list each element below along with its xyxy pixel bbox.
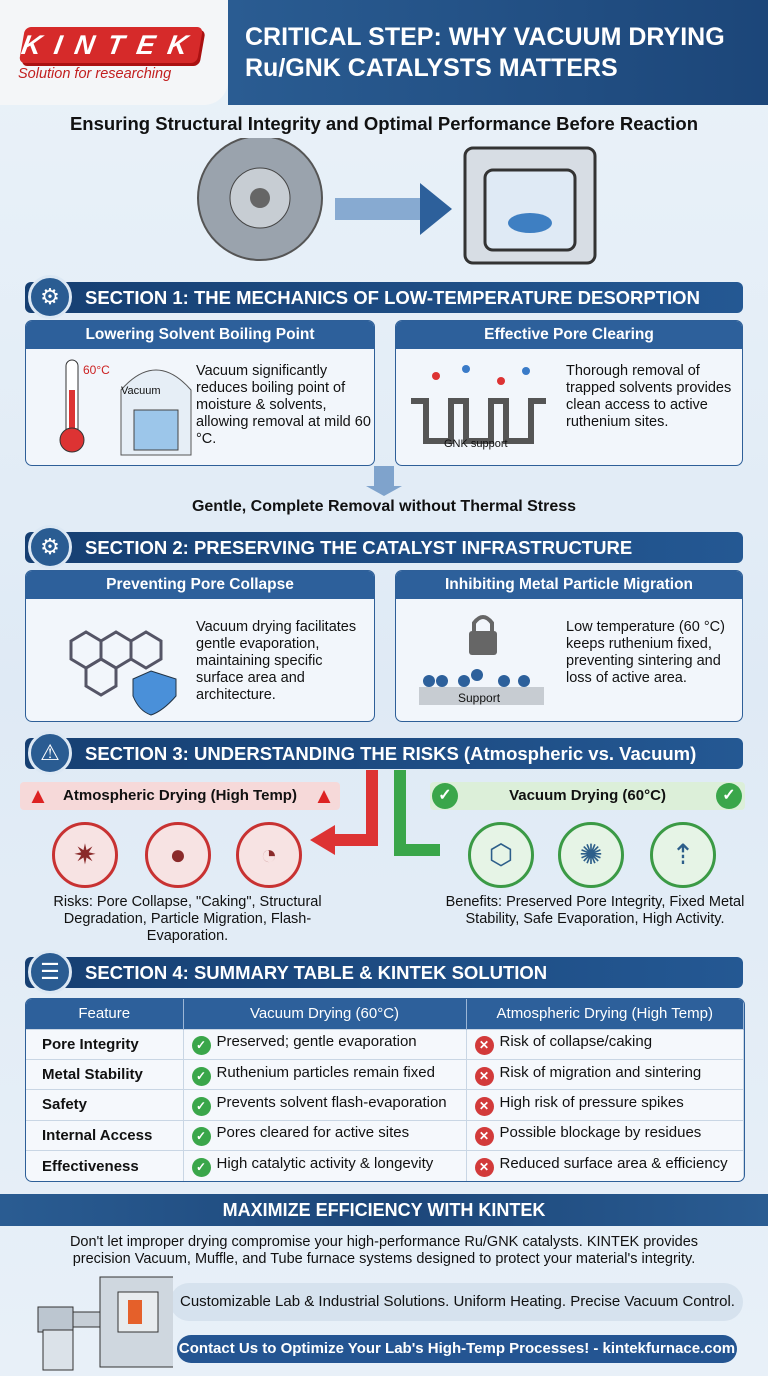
arrow-down-icon xyxy=(374,466,394,488)
footer-line-2: precision Vacuum, Muffle, and Tube furnace systems designed to protect your material's integrity. xyxy=(72,1251,696,1267)
table-row xyxy=(26,1059,744,1089)
atmospheric-value: High risk of pressure spikes xyxy=(499,1093,684,1111)
comparison-arrows xyxy=(300,770,440,865)
kintek-logo[interactable]: KINTEK xyxy=(19,27,203,63)
pressure-gauge-icon: ◔ xyxy=(236,822,302,888)
column-header: Atmospheric Drying (High Temp) xyxy=(466,999,744,1029)
feature-cell: Pore Integrity xyxy=(26,1029,183,1059)
contact-us-button[interactable]: Contact Us to Optimize Your Lab's High-Temp Processes! - kintekfurnace.com xyxy=(177,1335,737,1363)
features-banner: Customizable Lab & Industrial Solutions. Uniform Heating. Precise Vacuum Control. xyxy=(170,1283,743,1321)
table-row xyxy=(26,1120,744,1150)
x-icon: ✕ xyxy=(475,1067,494,1086)
subtitle: Ensuring Structural Integrity and Optimal Performance Before Reaction xyxy=(69,113,699,134)
card-title: Lowering Solvent Boiling Point xyxy=(26,321,374,349)
footer-title: MAXIMIZE EFFICIENCY WITH KINTEK xyxy=(0,1194,768,1226)
hexagon-lattice-shield-icon xyxy=(51,611,191,716)
temp-label: 60°C xyxy=(83,363,110,377)
intact-pore-icon: ⬡ xyxy=(468,822,534,888)
card-text: Thorough removal of trapped solvents provides clean access to active ruthenium sites. xyxy=(566,363,732,430)
gnk-support-label: GNK support xyxy=(444,438,508,450)
warning-icon: ▲ xyxy=(313,783,335,808)
table-header-row xyxy=(26,999,744,1029)
column-header: Vacuum Drying (60°C) xyxy=(183,999,466,1029)
card-pore-clearing xyxy=(395,320,743,466)
title-line-1: CRITICAL STEP: WHY VACUUM DRYING xyxy=(245,23,725,51)
section-3-header: SECTION 3: UNDERSTANDING THE RISKS (Atmospheric vs. Vacuum) xyxy=(25,738,743,769)
card-pore-collapse xyxy=(25,570,375,722)
vacuum-cell xyxy=(183,1120,466,1150)
vacuum-label: Vacuum xyxy=(121,385,161,397)
feature-cell: Safety xyxy=(26,1090,183,1120)
check-icon: ✓ xyxy=(192,1158,211,1177)
atmospheric-value: Risk of collapse/caking xyxy=(499,1033,653,1051)
page-title xyxy=(245,22,725,84)
warning-icon: ⚠ xyxy=(28,731,72,775)
catalyst-sphere-icon xyxy=(198,138,322,260)
arrow-right-icon xyxy=(335,183,452,235)
atmospheric-drying-label: Atmospheric Drying (High Temp) xyxy=(20,782,340,810)
check-icon: ✓ xyxy=(192,1036,211,1055)
feature-cell: Internal Access xyxy=(26,1120,183,1150)
table-row xyxy=(26,1090,744,1120)
transition-text: Gentle, Complete Removal without Thermal Stress xyxy=(191,498,577,515)
vacuum-drying-label: Vacuum Drying (60°C) xyxy=(430,782,745,810)
section-2-header: SECTION 2: PRESERVING THE CATALYST INFRASTRUCTURE xyxy=(25,532,743,563)
arrow-head xyxy=(366,486,402,496)
card-title: Inhibiting Metal Particle Migration xyxy=(396,571,742,599)
x-icon: ✕ xyxy=(475,1158,494,1177)
atmospheric-cell xyxy=(466,1029,744,1059)
x-icon: ✕ xyxy=(475,1127,494,1146)
stable-particles-icon: ⇡ xyxy=(650,822,716,888)
footer-line-1: Don't let improper drying compromise your high-performance Ru/GNK catalysts. KINTEK provides xyxy=(69,1234,699,1250)
vacuum-cell xyxy=(183,1090,466,1120)
vacuum-value: Prevents solvent flash-evaporation xyxy=(216,1093,447,1111)
table-row xyxy=(26,1151,744,1181)
summary-table xyxy=(25,998,745,1182)
section-1-header: SECTION 1: THE MECHANICS OF LOW-TEMPERATURE DESORPTION xyxy=(25,282,743,313)
card-title: Preventing Pore Collapse xyxy=(26,571,374,599)
table-row xyxy=(26,1029,744,1059)
logo-tagline: Solution for researching xyxy=(18,66,172,82)
atmospheric-cell xyxy=(466,1151,744,1181)
card-text: Low temperature (60 °C) keeps ruthenium fixed, preventing sintering and loss of active area. xyxy=(566,619,725,686)
clipboard-icon: ☰ xyxy=(28,950,72,994)
furnace-icon xyxy=(28,1272,173,1372)
gear-icon: ⚙ xyxy=(28,275,72,319)
warning-icon: ▲ xyxy=(27,783,49,808)
hero-illustration xyxy=(190,138,750,273)
vacuum-value: Pores cleared for active sites xyxy=(216,1124,410,1142)
check-icon: ✓ xyxy=(192,1097,211,1116)
thermometer-vacuum-jar-icon xyxy=(36,355,196,460)
check-icon: ✓ xyxy=(192,1127,211,1146)
vacuum-value: Ruthenium particles remain fixed xyxy=(216,1063,435,1081)
particle-clump-icon: ● xyxy=(145,822,211,888)
card-title: Effective Pore Clearing xyxy=(396,321,742,349)
card-text: Vacuum drying facilitates gentle evaporation, maintaining specific surface area and architecture. xyxy=(196,619,357,703)
footer-description xyxy=(0,1234,768,1268)
x-icon: ✕ xyxy=(475,1097,494,1116)
title-line-2: Ru/GNK CATALYSTS MATTERS xyxy=(245,54,618,82)
atmospheric-cell xyxy=(466,1090,744,1120)
feature-cell: Effectiveness xyxy=(26,1151,183,1181)
section-4-header: SECTION 4: SUMMARY TABLE & KINTEK SOLUTION xyxy=(25,957,743,988)
atmospheric-value: Reduced surface area & efficiency xyxy=(499,1155,728,1172)
gear-icon: ⚙ xyxy=(28,525,72,569)
atmospheric-value: Possible blockage by residues xyxy=(499,1124,702,1142)
atmospheric-value: Risk of migration and sintering xyxy=(499,1063,702,1081)
column-header: Feature xyxy=(26,999,183,1029)
support-label: Support xyxy=(458,691,501,705)
x-icon: ✕ xyxy=(475,1036,494,1055)
risks-text: Risks: Pore Collapse, "Caking", Structural Degradation, Particle Migration, Flash-Evaporation. xyxy=(53,894,322,944)
card-metal-migration xyxy=(395,570,743,722)
atmospheric-cell xyxy=(466,1059,744,1089)
vacuum-value: Preserved; gentle evaporation xyxy=(216,1033,417,1051)
vacuum-cell xyxy=(183,1029,466,1059)
vacuum-cell xyxy=(183,1059,466,1089)
vacuum-cell xyxy=(183,1151,466,1181)
check-icon: ✓ xyxy=(192,1067,211,1086)
vacuum-oven-icon xyxy=(465,148,595,263)
vacuum-value: High catalytic activity & longevity xyxy=(216,1155,434,1172)
atmospheric-cell xyxy=(466,1120,744,1150)
dispersed-particles-icon: ✺ xyxy=(558,822,624,888)
check-icon: ✓ xyxy=(716,783,742,809)
card-lowering-boiling-point xyxy=(25,320,375,466)
cracked-pore-icon: ✷ xyxy=(52,822,118,888)
check-icon: ✓ xyxy=(432,783,458,809)
benefits-text: Benefits: Preserved Pore Integrity, Fixed Metal Stability, Safe Evaporation, High Activity. xyxy=(445,894,745,927)
feature-cell: Metal Stability xyxy=(26,1059,183,1089)
card-text: Vacuum significantly reduces boiling point of moisture & solvents, allowing removal at mild 60 °C. xyxy=(196,363,371,447)
